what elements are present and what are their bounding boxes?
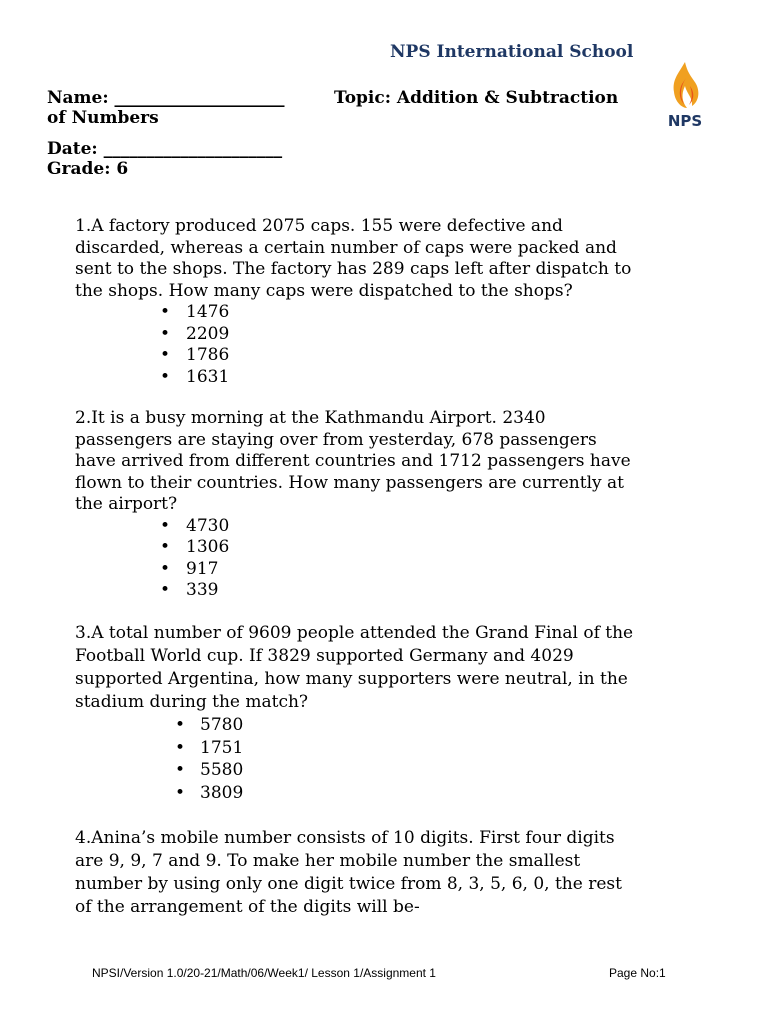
question-line: of the arrangement of the digits will be- (75, 897, 420, 917)
question-line: have arrived from different countries and 1712 passengers have (75, 451, 631, 471)
bullet-icon: • (160, 323, 171, 344)
answer-option: • 3809 (175, 782, 244, 803)
logo-text: NPS (667, 112, 703, 130)
topic-label-continued: of Numbers (47, 108, 159, 128)
answer-options (160, 516, 675, 602)
bullet-icon: • (160, 302, 171, 322)
answer-option: • 1306 (160, 537, 230, 557)
name-field-label: Name: ____________________ (47, 88, 285, 108)
grade-label: Grade: 6 (47, 159, 129, 179)
question-3 (75, 622, 675, 804)
answer-option: • 1751 (175, 737, 244, 758)
question-2 (75, 408, 675, 602)
question-line: 1.A factory produced 2075 caps. 155 were defective and (75, 216, 563, 236)
date-field-label: Date: _____________________ (47, 139, 283, 159)
flame-icon (660, 60, 710, 112)
footer-document-id: NPSI/Version 1.0/20-21/Math/06/Week1/ Lesson 1/Assignment 1 (92, 966, 436, 980)
answer-option: • 5780 (175, 715, 244, 735)
bullet-icon: • (160, 345, 171, 365)
question-line: stadium during the match? (75, 692, 309, 712)
answer-options (160, 302, 675, 388)
question-line: 4.Anina’s mobile number consists of 10 digits. First four digits (75, 828, 615, 848)
bullet-icon: • (160, 515, 171, 536)
footer-page-number: Page No:1 (609, 966, 666, 980)
answer-options (175, 714, 675, 804)
question-line: supported Argentina, how many supporters were neutral, in the (75, 669, 628, 689)
bullet-icon: • (175, 760, 186, 780)
bullet-icon: • (160, 366, 171, 387)
question-line: flown to their countries. How many passengers are currently at (75, 472, 624, 493)
question-line: Football World cup. If 3829 supported Germany and 4029 (75, 646, 574, 666)
question-line: discarded, whereas a certain number of caps were packed and (75, 237, 617, 258)
question-line: number by using only one digit twice from 8, 3, 5, 6, 0, the rest (75, 874, 622, 894)
answer-option: • 2209 (160, 323, 230, 344)
answer-option: • 1476 (160, 302, 230, 322)
answer-option: • 1631 (160, 366, 230, 387)
question-4 (75, 827, 675, 919)
question-line: passengers are staying over from yesterday, 678 passengers (75, 429, 597, 450)
question-line: 2.It is a busy morning at the Kathmandu Airport. 2340 (75, 408, 546, 428)
answer-option: • 917 (160, 558, 219, 579)
question-line: the shops. How many caps were dispatched to the shops? (75, 280, 573, 301)
bullet-icon: • (160, 537, 171, 557)
question-line: are 9, 9, 7 and 9. To make her mobile number the smallest (75, 851, 581, 871)
answer-option: • 339 (160, 580, 219, 600)
question-line: sent to the shops. The factory has 289 caps left after dispatch to (75, 259, 632, 279)
question-line: 3.A total number of 9609 people attended the Grand Final of the (75, 623, 634, 643)
bullet-icon: • (175, 737, 186, 758)
answer-option: • 4730 (160, 515, 230, 536)
school-logo (660, 60, 710, 130)
school-name: NPS International School (390, 42, 634, 62)
bullet-icon: • (160, 580, 171, 600)
answer-option: • 1786 (160, 345, 230, 365)
question-line: the airport? (75, 494, 178, 514)
bullet-icon: • (175, 715, 186, 735)
question-1 (75, 216, 675, 388)
answer-option: • 5580 (175, 760, 244, 780)
bullet-icon: • (175, 782, 186, 803)
topic-label: Topic: Addition & Subtraction (334, 88, 619, 108)
bullet-icon: • (160, 558, 171, 579)
